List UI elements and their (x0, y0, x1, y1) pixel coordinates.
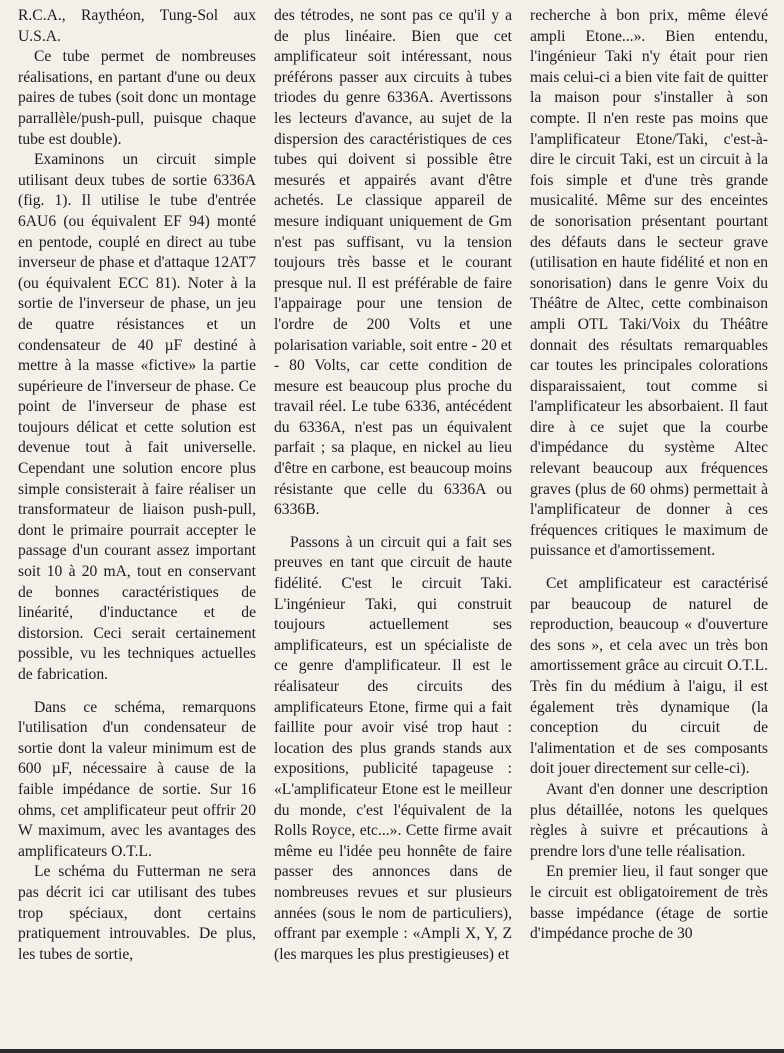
paragraph: Dans ce schéma, remarquons l'utilisation d'un condensateur de sortie dont la valeur minimum est de 600 µF, nécessaire à cause de la faible impédance de sortie. Sur 16 ohms, cet amplificateur peut offrir 20 W maximum, avec les avantages des amplificateurs O.T.L. (18, 698, 256, 860)
text-column-1 (18, 6, 256, 1053)
paragraph: Cet amplificateur est caractérisé par beaucoup de naturel de reproduction, beaucoup « d'ouverture des sons », et cela avec un très bon amortissement grâce au circuit O.T.L. Très fin du médium à l'aigu, il est également très dynamique (la conception du circuit de l'alimentation et de ses composants doit jouer directement sur celle-ci). (530, 575, 768, 778)
paragraph: Passons à un circuit qui a fait ses preuves en tant que circuit de haute fidélité. C'est le circuit Taki. L'ingénieur Taki, qui construit toujours actuellement ses amplificateurs, est un spécialiste de ce genre d'amplificateur. Il est le réalisateur des circuits des amplificateurs Etone, firme qui a fait faillite pour avoir visé trop haut : location des plus grands stands aux expositions, publicité tapageuse : «L'amplificateur Etone est le meilleur du monde, c'est l'équivalent de la Rolls Royce, etc...». Cette firme avait même eu l'idée peu honnête de faire passer des annonces dans de nombreuses revues et sur plusieurs années (sous le nom de particuliers), offrant par exemple : «Ampli X, Y, Z (les marques les plus prestigieuses) et (274, 533, 512, 963)
paragraph: recherche à bon prix, même élevé ampli Etone...». Bien entendu, l'ingénieur Taki n'y était pour rien mais celui-ci a bien vite fait de quitter la maison pour s'installer à son compte. Il n'en reste pas moins que l'amplificateur Etone/Taki, c'est-à-dire le circuit Taki, est un circuit à la fois simple et d'une très grande musicalité. Même sur des enceintes de sonorisation présentant pourtant des défauts dans le secteur grave (utilisation en haute fidélité et non en sonorisation) dans le genre Voix du Théâtre de Altec, cette combinaison ampli OTL Taki/Voix du Théâtre donnait des résultats remarquables car toutes les principales colorations disparaissaient, tout comme si l'amplificateur les absorbaient. Il faut dire à ce sujet que la courbe d'impédance du système Altec relevant beaucoup aux fréquences graves (plus de 60 ohms) permettait à l'amplificateur de donner à ces fréquences critiques le maximum de puissance et d'amortissement. (530, 7, 768, 560)
paragraph: En premier lieu, il faut songer que le circuit est obligatoirement de très basse impédance (étage de sortie d'impédance proche de 30 (530, 863, 768, 943)
paragraph: des tétrodes, ne sont pas ce qu'il y a de plus linéaire. Bien que cet amplificateur soit intéressant, nous préférons passer aux circuits à tubes triodes du genre 6336A. Avertissons les lecteurs d'avance, au sujet de la dispersion des caractéristiques de ces tubes qui doivent si possible être mesurés et appairés avant d'être achetés. Le classique appareil de mesure indiquant uniquement de Gm n'est pas suffisant, vu la tension toujours très basse et le courant presque nul. Il est préférable de faire l'appairage pour une tension de l'ordre de 200 Volts et une polarisation variable, soit entre - 20 et - 80 Volts, car cette condition de mesure est beaucoup plus proche du travail réel. Le tube 6336, antécédent du 6336A, n'est pas un équivalent parfait ; sa plaque, en nickel au lieu d'être en carbone, est beaucoup moins résistante que celle du 6336A ou 6336B. (274, 7, 512, 519)
page-bottom-rule (0, 1049, 784, 1053)
paragraph: R.C.A., Raythéon, Tung-Sol aux U.S.A. (18, 7, 256, 45)
paragraph: Examinons un circuit simple utilisant deux tubes de sortie 6336A (fig. 1). Il utilise le tube d'entrée 6AU6 (ou équivalent EF 94) monté en pentode, couplé en direct au tube inverseur de phase et d'attaque 12AT7 (ou équivalent ECC 81). Noter à la sortie de l'inverseur de phase, un jeu de quatre résistances et un condensateur de 40 µF destiné à mettre à la masse «fictive» la partie supérieure de l'inverseur de phase. Ce point de l'inverseur de phase est toujours délicat et cette solution est devenue tout à fait universelle. Cependant une solution encore plus simple consisterait à faire réaliser un transformateur de liaison push-pull, dont le primaire pourrait accepter le passage d'un courant assez important soit 10 à 20 mA, tout en conservant de bonnes caractéristiques de linéarité, d'inductance et de distorsion. Ceci serait certainement possible, vu les techniques actuelles de fabrication. (18, 151, 256, 683)
paragraph: Ce tube permet de nombreuses réalisations, en partant d'une ou deux paires de tubes (soit donc un montage parrallèle/push-pull, puisque chaque tube est double). (18, 48, 256, 148)
text-column-2 (274, 6, 512, 1053)
paragraph: Avant d'en donner une description plus détaillée, notons les quelques règles à suivre et précautions à prendre lors d'une telle réalisation. (530, 780, 768, 860)
paragraph: Le schéma du Futterman ne sera pas décrit ici car utilisant des tubes trop spéciaux, dont certains pratiquement introuvables. De plus, les tubes de sortie, (18, 863, 256, 963)
text-column-3 (530, 6, 768, 1053)
